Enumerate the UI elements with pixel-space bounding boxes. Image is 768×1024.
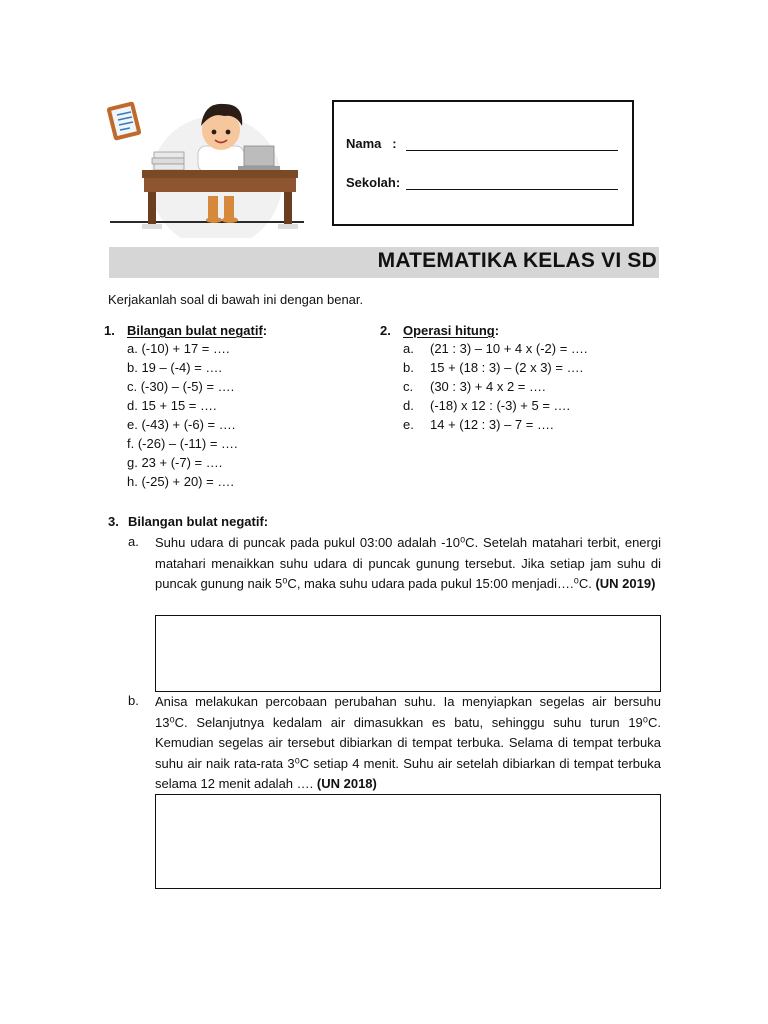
- section-2-list: [403, 339, 588, 434]
- student-desk-illustration: [104, 96, 314, 238]
- list-item: h. (-25) + 20) = ….: [127, 474, 234, 489]
- instruction-text: Kerjakanlah soal di bawah ini dengan benar.: [108, 292, 364, 307]
- book-stack-icon: [152, 152, 184, 170]
- question-3b-letter: b.: [128, 693, 139, 708]
- question-3a-text: Suhu udara di puncak pada pukul 03:00 adalah -10⁰C. Setelah matahari terbit, energi matahari menaikkan suhu udara di puncak gunung tersebut. Jika setiap jam suhu di puncak gunung naik 5⁰C, maka suhu udara pada pukul 15:00 menjadi….⁰C. (UN 2019): [155, 535, 661, 591]
- student-identity-box: [332, 100, 634, 226]
- school-label: Sekolah:: [346, 175, 401, 190]
- list-item: b. 15 + (18 : 3) – (2 x 3) = ….: [403, 360, 584, 375]
- section-2-title: Operasi hitung: [403, 323, 495, 338]
- section-3-title: Bilangan bulat negatif:: [128, 514, 269, 529]
- question-3a-source: (UN 2019): [595, 576, 656, 591]
- question-3b-text: Anisa melakukan percobaan perubahan suhu. Ia menyiapkan segelas air bersuhu 13⁰C. Selanjutnya kedalam air dimasukkan es batu, sehinggu suhu turun 19⁰C. Kemudian segelas air tersebut dibiarkan di tempat terbuka. Selama di tempat terbuka suhu air naik rata-rata 3⁰C setiap 4 menit. Suhu air setelah dibiarkan di tempat terbuka selama 12 menit adalah …. (UN 2018): [155, 694, 661, 791]
- question-3b-source: (UN 2018): [316, 776, 377, 791]
- answer-box-3a[interactable]: [155, 615, 661, 692]
- school-blank-line[interactable]: [406, 175, 618, 190]
- list-item: c. (-30) – (-5) = ….: [127, 379, 235, 394]
- section-3: [108, 514, 661, 529]
- section-2-heading: 2. Operasi hitung :: [380, 323, 500, 338]
- name-blank-line[interactable]: [406, 136, 618, 151]
- list-item: g. 23 + (-7) = ….: [127, 455, 223, 470]
- school-row: [346, 175, 618, 190]
- list-item: b. 19 – (-4) = ….: [127, 360, 223, 375]
- title-bar: [109, 247, 659, 278]
- list-item: a. (-10) + 17 = ….: [127, 341, 230, 356]
- page-title: MATEMATIKA KELAS VI SD: [377, 249, 657, 272]
- list-item: f. (-26) – (-11) = ….: [127, 436, 238, 451]
- name-row: [346, 136, 618, 151]
- section-3-heading: 3. Bilangan bulat negatif:: [108, 514, 269, 529]
- list-item: d. 15 + 15 = ….: [127, 398, 217, 413]
- list-item: d. (-18) x 12 : (-3) + 5 = ….: [403, 398, 571, 413]
- section-1-heading: 1. Bilangan bulat negatif :: [104, 323, 268, 338]
- list-item: e. 14 + (12 : 3) – 7 = ….: [403, 417, 554, 432]
- section-1-title: Bilangan bulat negatif: [127, 323, 263, 338]
- section-1: [104, 323, 267, 491]
- list-item: c. (30 : 3) + 4 x 2 = ….: [403, 379, 546, 394]
- answer-box-3b[interactable]: [155, 794, 661, 889]
- clipboard-icon: [106, 101, 141, 141]
- laptop-icon: [238, 146, 280, 170]
- question-3a-letter: a.: [128, 534, 139, 549]
- section-2: [380, 323, 588, 434]
- section-1-list: [127, 339, 267, 491]
- list-item: a. (21 : 3) – 10 + 4 x (-2) = ….: [403, 341, 588, 356]
- name-label: Nama :: [346, 136, 397, 151]
- list-item: e. (-43) + (-6) = ….: [127, 417, 236, 432]
